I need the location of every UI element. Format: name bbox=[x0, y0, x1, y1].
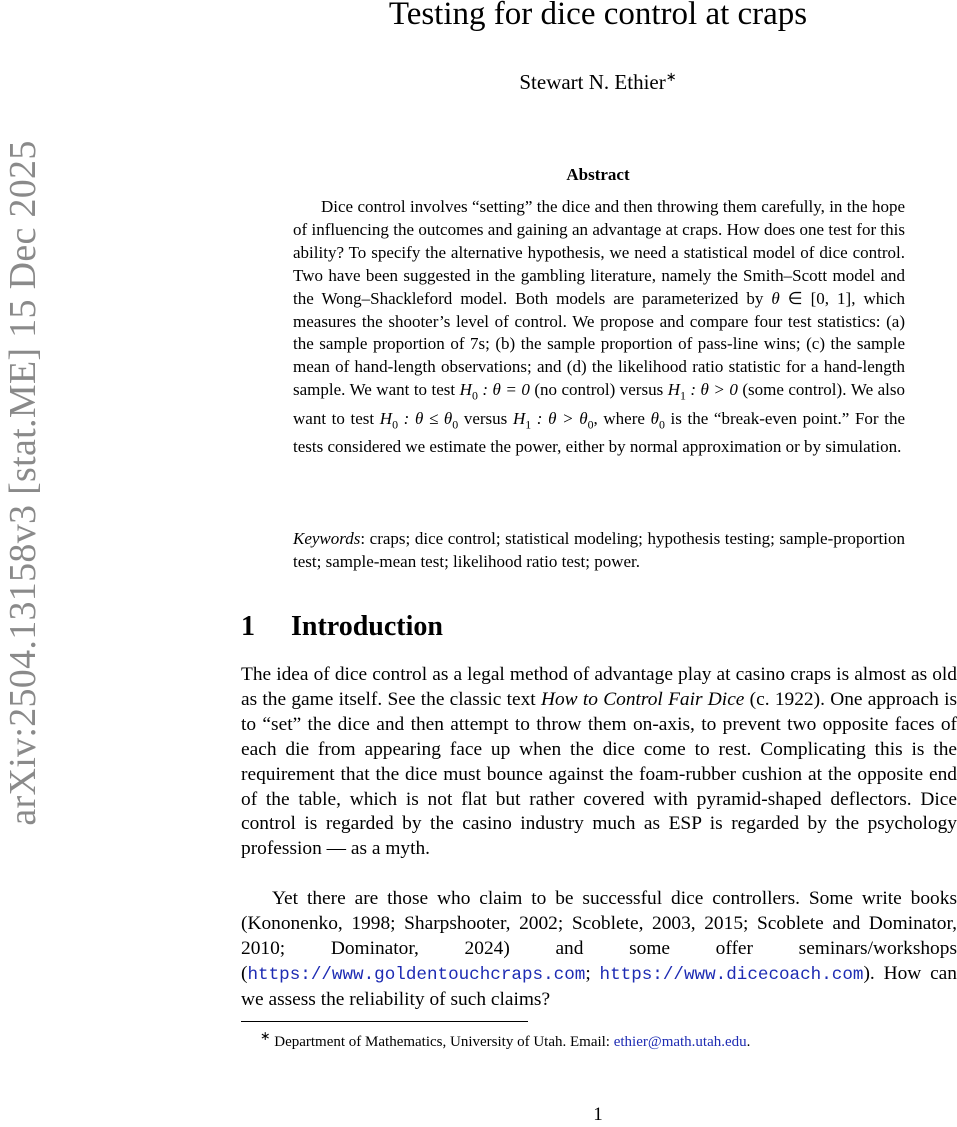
link-goldentouchcraps[interactable]: https://www.goldentouchcraps.com bbox=[247, 964, 586, 985]
intro-paragraph-2: Yet there are those who claim to be successful dice controllers. Some write books (Kononenko, 1998; Sharpshooter, 2002; Scoblete, 2003, 2015; Scoblete and Dominator, 2010; Dominator, 2024) and some offer seminars/workshops (https://www.goldentouchcraps.com; https://www.dicecoach.com). How can we assess the reliability of such claims? bbox=[241, 888, 957, 1010]
paper-title: Testing for dice control at craps bbox=[388, 0, 808, 32]
keywords-list: : craps; dice control; statistical modeling; hypothesis testing; sample-proportion test; sample-mean test; likelihood ratio test; power. bbox=[293, 529, 905, 571]
keywords bbox=[293, 528, 905, 574]
arxiv-identifier: arXiv:2504.13158v3 [stat.ME] 15 Dec 2025 bbox=[2, 139, 44, 826]
arxiv-sidebar bbox=[0, 100, 46, 865]
book-title: How to Control Fair Dice bbox=[540, 688, 745, 710]
link-dicecoach[interactable]: https://www.dicecoach.com bbox=[599, 964, 864, 985]
author-name: Stewart N. Ethier bbox=[519, 70, 666, 94]
section-title: Introduction bbox=[291, 611, 443, 642]
abstract-text: Dice control involves “setting” the dice and then throwing them carefully, in the hope of influencing the outcomes and gaining an advantage at craps. How does one test for this ability? To specify the alternative hypothesis, we need a statistical model of dice control. Two have been suggested in the gambling literature, namely the Smith–Scott model and the Wong–Shackleford model. Both models are parameterized by θ ∈ [0, 1], which measures the shooter’s level of control. We propose and compare four test statistics: (a) the sample proportion of 7s; (b) the sample proportion of pass-line wins; (c) the sample mean of hand-length observations; and (d) the likelihood ratio statistic for a hand-length sample. We want to test $H_0$ : θ = 0 (no control) versus $H_1$ : θ > 0 (some control). We also want to test $H_0$ : $\theta \le \theta_0$ versus $H_1$ : $\theta > \theta_0$, where $\theta_0$ is the “break-even point.” For the tests considered we estimate the power, either by normal approximation or by simulation. bbox=[293, 197, 906, 456]
footnote: ∗ Department of Mathematics, University of Utah. Email: ethier@math.utah.edu. bbox=[260, 1029, 751, 1050]
keywords-label: Keywords bbox=[293, 529, 361, 548]
intro-paragraph-1: The idea of dice control as a legal method of advantage play at casino craps is almost as old as the game itself. See the classic text How to Control Fair Dice (c. 1922). One approach is to “set” the dice and then attempt to throw them on-axis, to prevent two opposite faces of each die from appearing face up when the dice come to rest. Complicating this is the requirement that the dice must bounce against the foam-rubber cushion at the opposite end of the table, which is not flat but rather covered with pyramid-shaped deflectors. Dice control is regarded by the casino industry much as ESP is regarded by the psychology profession — as a myth. bbox=[241, 664, 957, 860]
abstract-heading: Abstract bbox=[566, 165, 630, 184]
page-number: 1 bbox=[593, 1104, 603, 1125]
email-link[interactable]: ethier@math.utah.edu bbox=[613, 1034, 747, 1050]
section-number: 1 bbox=[241, 611, 255, 642]
author-line bbox=[240, 63, 956, 96]
footnote-rule bbox=[241, 1021, 528, 1022]
section-heading-introduction bbox=[241, 609, 957, 645]
author-footnote-mark: ∗ bbox=[665, 69, 677, 84]
